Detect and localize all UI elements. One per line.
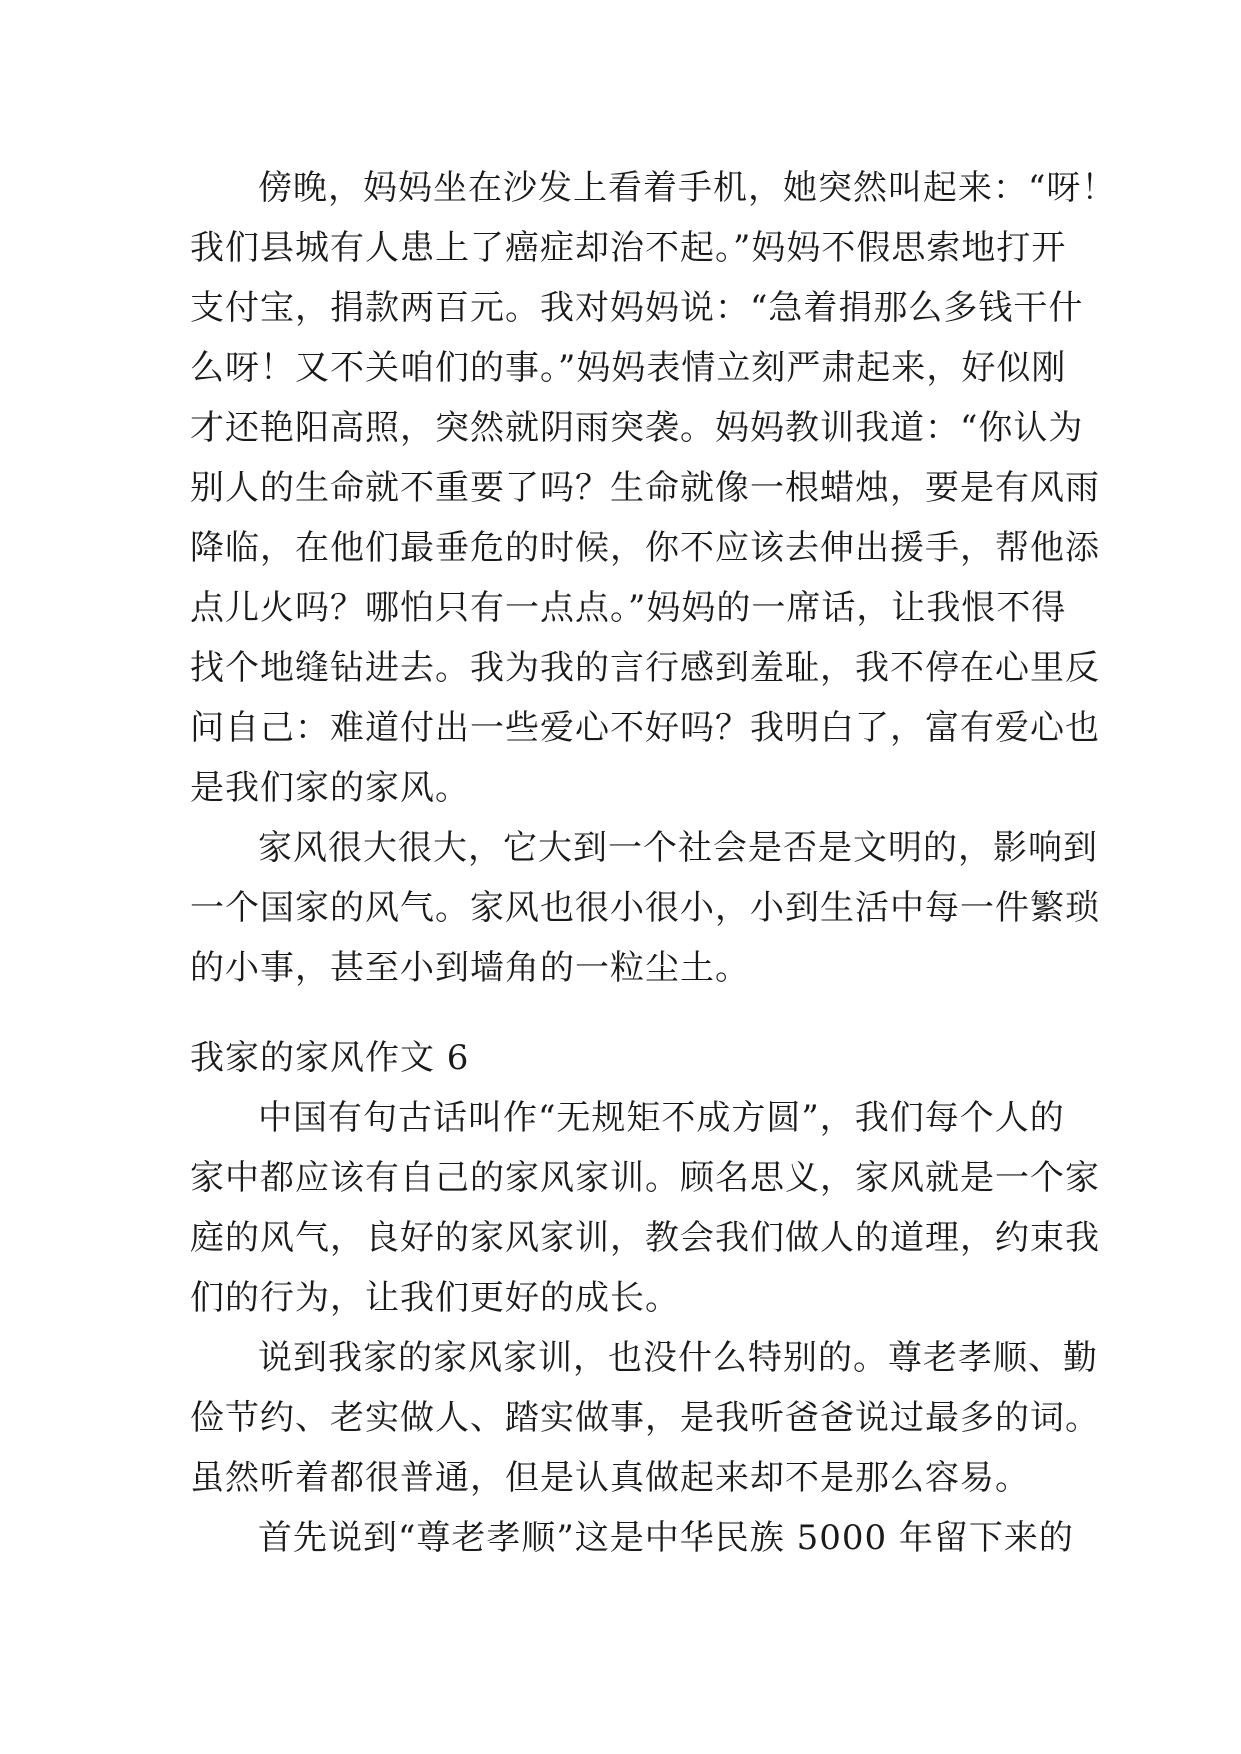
text-line: 是我们家的家风。 [190, 768, 470, 808]
text-line: 我们县城有人患上了癌症却治不起。”妈妈不假思索地打开 [190, 228, 1067, 268]
text-line: 庭的风气，良好的家风家训，教会我们做人的道理，约束我 [190, 1218, 1100, 1258]
text-line: 么呀！又不关咱们的事。”妈妈表情立刻严肃起来，好似刚 [190, 348, 1067, 388]
essay-title: 我家的家风作文 6 [190, 1038, 470, 1078]
paragraph [190, 1328, 1100, 1508]
text-line: 的小事，甚至小到墙角的一粒尘土。 [190, 948, 750, 988]
text-line: 一个国家的风气。家风也很小很小，小到生活中每一件繁琐 [190, 888, 1100, 928]
text-line: 中国有句古话叫作“无规矩不成方圆”，我们每个人的 [258, 1098, 1065, 1138]
text-line: 说到我家的家风家训，也没什么特别的。尊老孝顺、勤 [258, 1338, 1098, 1378]
text-line: 家风很大很大，它大到一个社会是否是文明的，影响到 [258, 828, 1098, 868]
paragraph [190, 818, 1100, 998]
text-line: 们的行为，让我们更好的成长。 [190, 1278, 680, 1318]
text-line: 虽然听着都很普通，但是认真做起来却不是那么容易。 [190, 1458, 1030, 1498]
paragraph [190, 1088, 1100, 1328]
text-line: 点儿火吗？哪怕只有一点点。”妈妈的一席话，让我恨不得 [190, 588, 1067, 628]
text-line: 找个地缝钻进去。我为我的言行感到羞耻，我不停在心里反 [190, 648, 1100, 688]
text-line: 傍晚，妈妈坐在沙发上看着手机，她突然叫起来：“呀！ [258, 168, 1117, 208]
paragraph [190, 1508, 1074, 1568]
essay-section-1 [190, 158, 1117, 998]
text-line: 才还艳阳高照，突然就阴雨突袭。妈妈教训我道：“你认为 [190, 408, 1084, 448]
text-line: 俭节约、老实做人、踏实做事，是我听爸爸说过最多的词。 [190, 1398, 1100, 1438]
text-line: 问自己：难道付出一些爱心不好吗？我明白了，富有爱心也 [190, 708, 1100, 748]
text-line: 首先说到“尊老孝顺”这是中华民族 5000 年留下来的 [258, 1518, 1074, 1558]
paragraph [190, 158, 1117, 818]
text-line: 家中都应该有自己的家风家训。顾名思义，家风就是一个家 [190, 1158, 1100, 1198]
essay-section-2 [190, 1028, 1100, 1568]
text-line: 支付宝，捐款两百元。我对妈妈说：“急着捐那么多钱干什 [190, 288, 1084, 328]
text-line: 降临，在他们最垂危的时候，你不应该去伸出援手，帮他添 [190, 528, 1100, 568]
text-line: 别人的生命就不重要了吗？生命就像一根蜡烛，要是有风雨 [190, 468, 1100, 508]
